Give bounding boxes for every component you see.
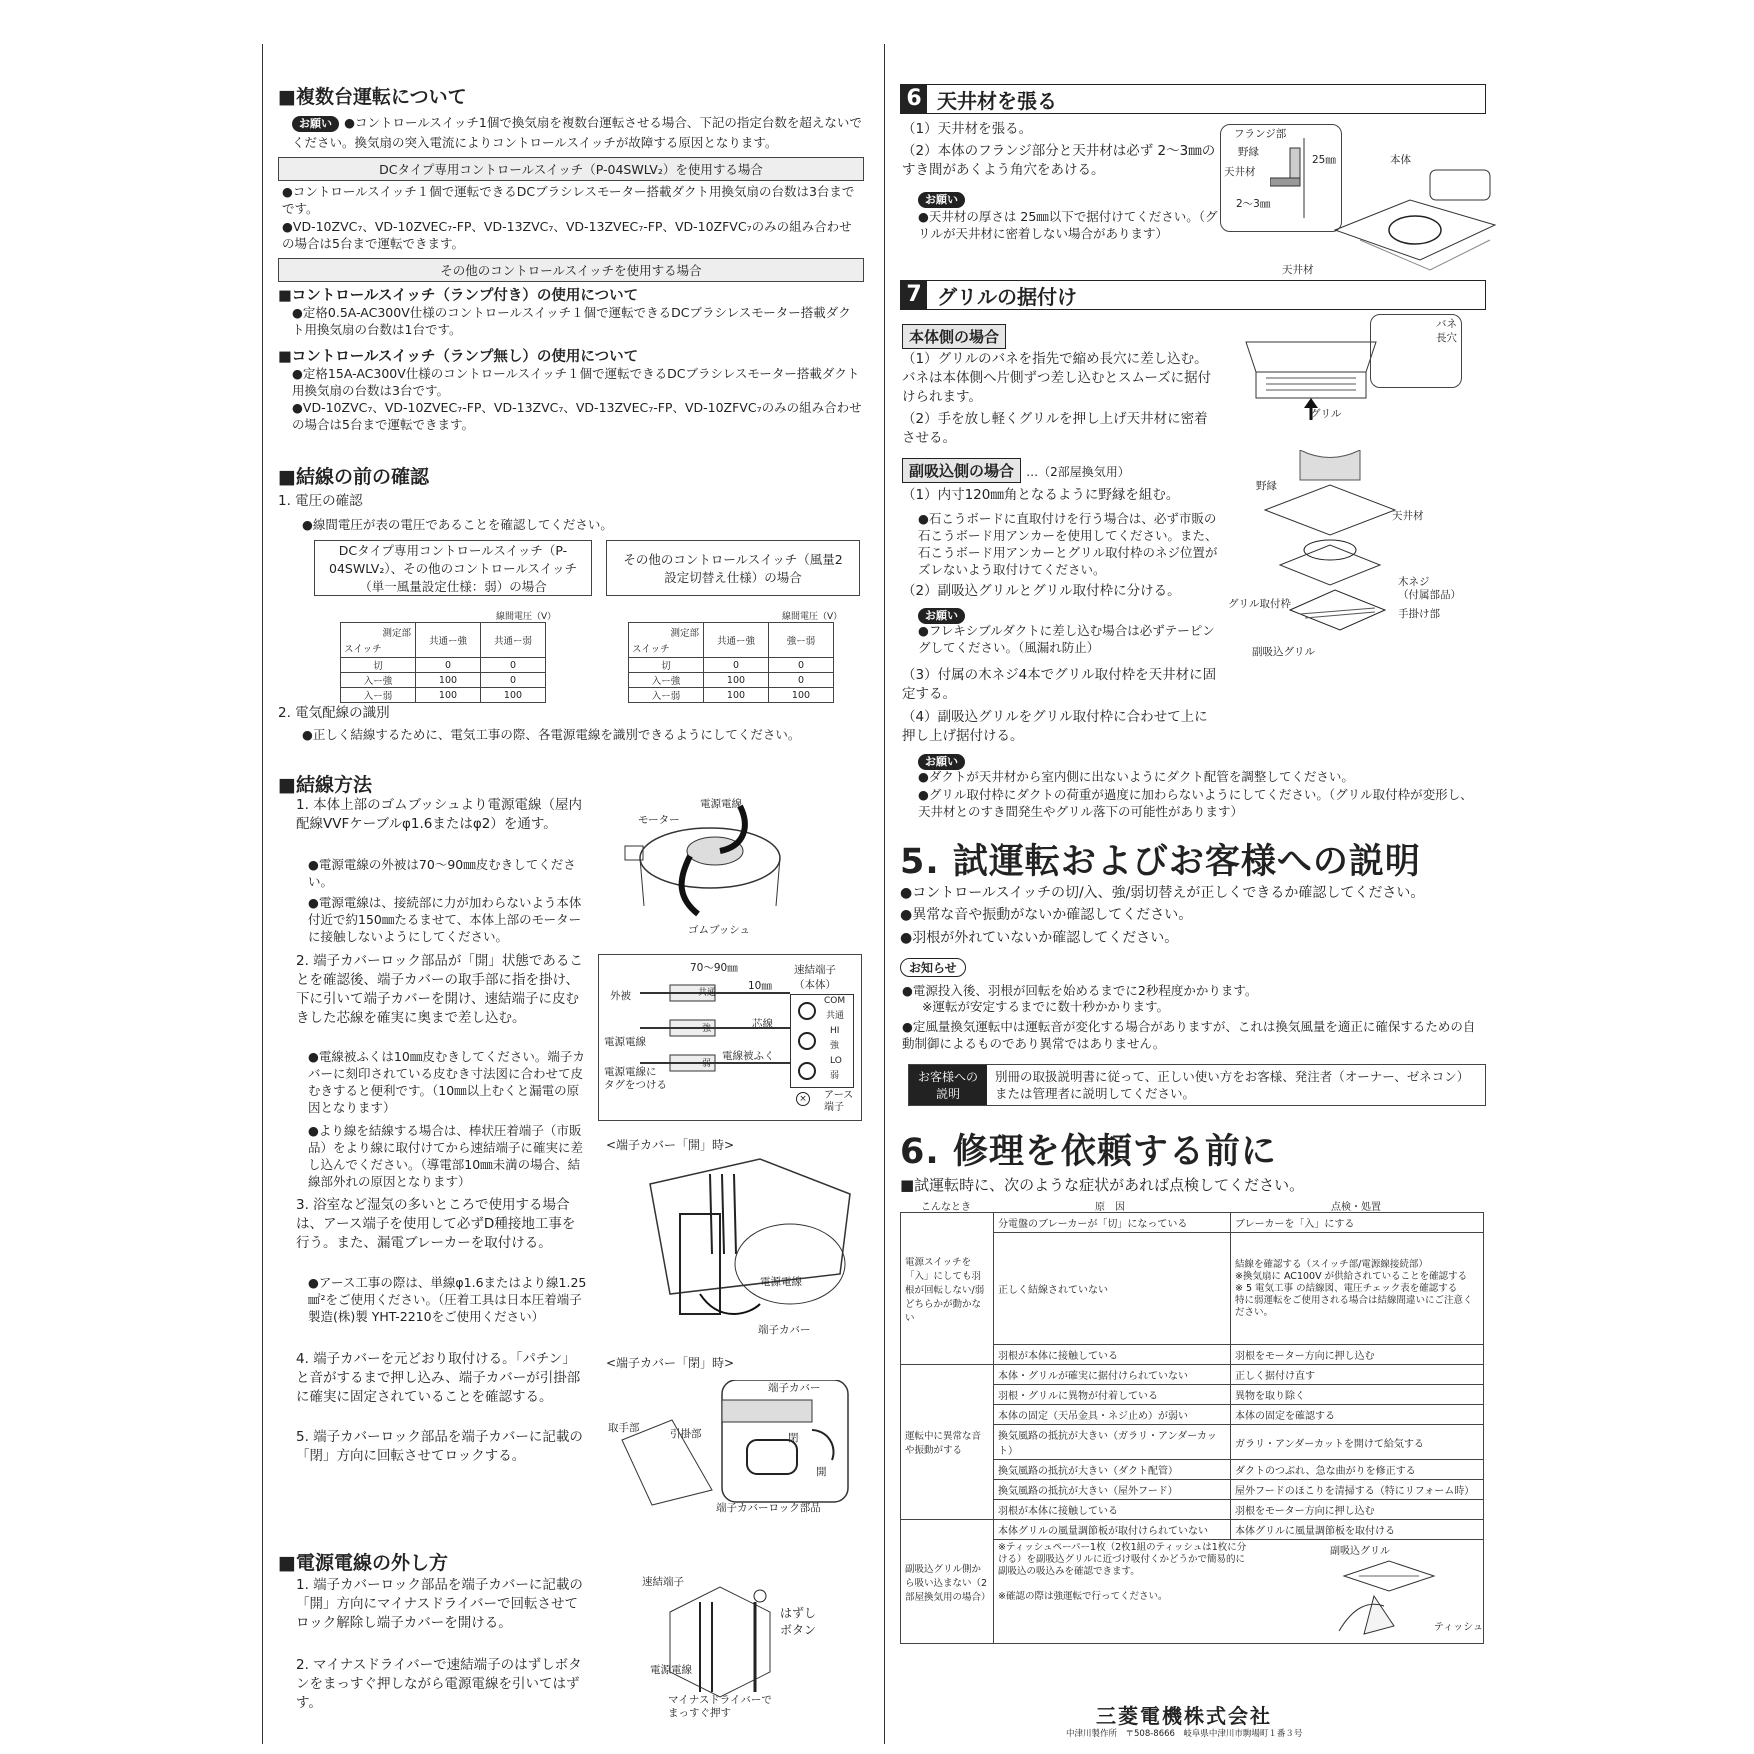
s7-note-1: ●ダクトが天井材から室内側に出ないようにダクト配管を調整してください。 <box>918 769 1354 784</box>
table2-cell: 0 <box>769 658 834 673</box>
action-cell: 羽根をモーター方向に押し込む <box>1231 1345 1484 1365</box>
company-name: 三菱電機株式会社 <box>1096 1704 1272 1728</box>
fuku-step-1a: ●石こうボードに直取付けを行う場合は、必ず市販の石こうボード用アンカーを使用してください。また、石こうボード用アンカーとグリル取付枠のネジ位置がズレないよう取付けてください。 <box>918 511 1218 577</box>
table1-cell: 100 <box>416 673 481 688</box>
fig-label-hook: 引掛部 <box>670 1428 702 1440</box>
fig-label-hi: HI <box>830 1026 840 1036</box>
s6-step-2: （2）本体のフランジ部分と天井材は必ず 2〜3㎜のすき間があくよう角穴をあける。 <box>902 143 1216 178</box>
table2-cell: 0 <box>769 673 834 688</box>
table1-cell: 0 <box>416 658 481 673</box>
fig-label-lo-sub: 弱 <box>830 1071 840 1081</box>
fig-label-f-fuku: 副吸込グリル <box>1252 646 1315 658</box>
flange-drawing <box>1270 138 1330 218</box>
s6b-lead: ■試運転時に、次のような症状があれば点検してください。 <box>900 1176 1305 1194</box>
table2-cell: 100 <box>704 673 769 688</box>
fig-label-f-moku: 木ネジ （付属部品） <box>1398 576 1461 601</box>
fig-label-gaihi: 外被 <box>610 990 631 1002</box>
voltage-title: 1. 電圧の確認 <box>278 493 363 509</box>
dc-bullet-2: ●VD-10ZVC₇、VD-10ZVEC₇-FP、VD-13ZVC₇、VD-13ZVEC₇-FP、VD-10ZFVC₇のみの組み合わせの場合は5台まで運転できます。 <box>282 219 852 251</box>
section-7-number: 7 <box>901 281 927 309</box>
table1-row-label: 入ー強 <box>341 673 416 688</box>
fig-label-com-sub: 共通 <box>826 1011 845 1021</box>
multi-note: ●コントロールスイッチ1個で換気扇を複数台運転させる場合、下記の指定台数を超えないでください。換気扇の突入電流によりコントロールスイッチが故障する原因となります。 <box>292 115 862 150</box>
cause-cell: 換気風路の抵抗が大きい（ガラリ・アンダーカット） <box>994 1425 1231 1460</box>
action-cell: 屋外フードのほこりを清掃する（特にリフォーム時） <box>1231 1480 1484 1500</box>
fig-label-power-wire-3: 電源電線 <box>650 1664 692 1676</box>
earth-icon: × <box>796 1092 810 1106</box>
table2-cell: 0 <box>704 658 769 673</box>
fig-label-hifuku: 電線被ふく <box>722 1050 775 1062</box>
fuku-step-2a: ●フレキシブルダクトに差し込む場合は必ずテーピングしてください。（風漏れ防止） <box>918 623 1215 655</box>
cause-cell: 本体の固定（天吊金具・ネジ止め）が弱い <box>994 1405 1231 1425</box>
action-cell: 結線を確認する（スイッチ部/電源線接続部） ※換気扇に AC100V が供給されていることを確認する ※ 5 電気工事 の結線図、電圧チェック表を確認する 特に弱運転をご使用される場合は結線間違いにご注意ください。 <box>1231 1233 1484 1345</box>
fig-label-jaku: 弱 <box>702 1059 712 1069</box>
method-step-2b: ●より線を結線する場合は、棒状圧着端子（市販品）をより線に取付けてから速結端子に確実に差し込んでください。（導電部10㎜未満の場合、結線部外れの原因となります） <box>308 1123 584 1189</box>
fig-label-t25: 25㎜ <box>1312 154 1336 166</box>
multi-title: ■複数台運転について <box>278 86 467 108</box>
th-cause: 原 因 <box>1095 1202 1125 1213</box>
table1-row-label: 切 <box>341 658 416 673</box>
hontai-tag: 本体側の場合 <box>902 324 1006 349</box>
fig-label-grill: グリル <box>1310 408 1342 420</box>
cause-cell: 羽根が本体に接触している <box>994 1345 1231 1365</box>
fig-label-close: 閉 <box>788 1432 799 1444</box>
method-step-2: 2. 端子カバーロック部品が「開」状態であることを確認後、端子カバーの取手部に指を掛け、下に引いて端子カバーを開け、速結端子に皮むきした芯線を確実に奥まで差し込む。 <box>296 953 583 1026</box>
cause-cell: 羽根・グリルに異物が付着している <box>994 1385 1231 1405</box>
hontai-step-1: （1）グリルのバネを指先で縮め長穴に差し込む。バネは本体側へ片側ずつ差し込むとスムーズに据付けられます。 <box>902 351 1212 405</box>
cause-cell: 正しく結線されていない <box>994 1233 1231 1345</box>
customer-box <box>908 1064 1486 1106</box>
hontai-drawing <box>1330 160 1500 280</box>
table1-switch: スイッチ <box>344 644 382 655</box>
remove-title: ■電源電線の外し方 <box>278 1552 448 1574</box>
table2-col-2: 強ー弱 <box>769 623 834 658</box>
fig-label-gom: ゴムブッシュ <box>688 924 751 936</box>
g3-fig-label-2: ティッシュ <box>1434 1622 1483 1633</box>
onegai-badge: お願い <box>918 608 965 624</box>
fig-label-bane: バネ <box>1436 318 1457 330</box>
table1-cell: 100 <box>416 688 481 703</box>
onegai-badge: お願い <box>292 116 339 132</box>
group-3-note-cell <box>994 1540 1484 1644</box>
method-step-2a: ●電線被ふくは10㎜皮むきしてください。端子カバーに刻印されている皮むき寸法図に合わせて皮むきすると便利です。（10㎜以上むくと漏電の原因となります） <box>308 1049 585 1115</box>
cover-open-figure <box>640 1154 860 1344</box>
action-cell: 羽根をモーター方向に押し込む <box>1231 1500 1484 1520</box>
g3-note-2: ※確認の際は強運転で行ってください。 <box>998 1591 1168 1602</box>
table2-row-label: 入ー強 <box>629 673 704 688</box>
method-step-1a: ●電源電線の外被は70〜90㎜皮むきしてください。 <box>308 857 576 889</box>
method-step-3: 3. 浴室など湿気の多いところで使用する場合は、アース端子を使用して必ずD種接地工事を行う。また、漏電ブレーカーを取付ける。 <box>296 1197 576 1251</box>
table1-cell: 100 <box>481 688 546 703</box>
multi-note-block <box>292 112 866 151</box>
lamp-off-bullet-1: ●定格15A-AC300V仕様のコントロールスイッチ１個で運転できるDCブラシレスモーター搭載ダクト用換気扇の台数は3台です。 <box>292 366 860 398</box>
terminal-hole-lo <box>798 1062 816 1080</box>
fig-label-power-wire: 電源電線 <box>700 798 742 810</box>
lamp-on-bullet: ●定格0.5A-AC300V仕様のコントロールスイッチ１個で運転できるDCブラシレスモーター搭載ダクト用換気扇の台数は1台です。 <box>292 305 851 337</box>
fig-label-sokketsu: 速結端子 （本体） <box>794 964 836 991</box>
section-6-header <box>900 84 1486 114</box>
fig-label-nagaana: 長穴 <box>1436 332 1457 344</box>
fig-label-handle: 取手部 <box>608 1422 640 1434</box>
fig-label-lo: LO <box>830 1056 842 1066</box>
fig-label-lock: 端子カバーロック部品 <box>716 1502 821 1514</box>
s5-note-2: ●定風量換気運転中は運転音が変化する場合がありますが、これは換気風量を適正に確保するための自動制御によるものであり異常ではありません。 <box>902 1019 1476 1051</box>
fuku-tag-row <box>902 458 1130 483</box>
table1-cell: 0 <box>481 658 546 673</box>
fig-label-tenjo: 天井材 <box>1224 166 1256 178</box>
fig-label-hi-sub: 強 <box>830 1041 840 1051</box>
s5-note-1b: ※運転が安定するまでに数十秒かかります。 <box>922 999 1169 1014</box>
onegai-badge: お願い <box>918 754 965 770</box>
table1-col-2: 共通ー弱 <box>481 623 546 658</box>
section-7-title: グリルの据付け <box>937 284 1077 309</box>
fig-label-gap: 2〜3㎜ <box>1236 198 1271 210</box>
fig-label-power-wire-2: 電源電線 <box>760 1276 802 1288</box>
switch-box-1: DCタイプ専用コントロールスイッチ（P-04SWLV₂）、その他のコントロールスイッチ（単一風量設定仕様：弱）の場合 <box>314 540 592 596</box>
terminal-hole-hi <box>798 1032 816 1050</box>
s6-note: ●天井材の厚さは 25㎜以下で据付けてください。（グリルが天井材に密着しない場合があります） <box>918 209 1218 241</box>
fuku-step-2: （2）副吸込グリルとグリル取付枠に分ける。 <box>902 583 1181 599</box>
method-step-4: 4. 端子カバーを元どおり取付ける。「パチン」と音がするまで押し込み、端子カバーが引掛部に確実に固定されていることを確認する。 <box>296 1351 581 1405</box>
lamp-off-title: ■コントロールスイッチ（ランプ無し）の使用について <box>278 349 639 365</box>
method-step-5: 5. 端子カバーロック部品を端子カバーに記載の「閉」方向に回転させてロックする。 <box>296 1429 583 1464</box>
fig-label-dengen: 電源電線 <box>604 1036 646 1048</box>
method-step-1b: ●電源電線は、接続部に力が加わらないよう本体付近で約150㎜たるませて、本体上部のモーターに接触しないようにしてください。 <box>308 895 582 944</box>
s5-bullet-1: ●コントロールスイッチの切/入、強/弱切替えが正しくできるか確認してください。 <box>900 885 1425 901</box>
action-cell: ブレーカーを「入」にする <box>1231 1213 1484 1233</box>
troubleshoot-table <box>900 1212 1484 1644</box>
table2-row-label: 入ー弱 <box>629 688 704 703</box>
fig-label-driver: マイナスドライバーで まっすぐ押す <box>668 1694 772 1719</box>
method-step-3a: ●アース工事の際は、単線φ1.6またはより線1.25㎟²をご使用ください。（圧着工具は日本圧着端子製造(株)製 YHT-2210をご使用ください） <box>308 1275 587 1324</box>
remove-figure <box>660 1582 780 1702</box>
section-7-header <box>900 280 1486 310</box>
fig-label-shinsen: 芯線 <box>752 1018 773 1030</box>
g3-fig-label-1: 副吸込グリル <box>1330 1546 1390 1557</box>
fuku-step-4: （4）副吸込グリルをグリル取付枠に合わせて上に押し上げ据付ける。 <box>902 709 1208 744</box>
ident-bullet: ●正しく結線するために、電気工事の際、各電源電線を識別できるようにしてください。 <box>302 727 801 742</box>
company-address: 中津川製作所 〒508-8666 岐阜県中津川市駒場町１番３号 <box>1066 1729 1303 1739</box>
left-margin-rule <box>262 44 263 1744</box>
section-6-number: 6 <box>901 85 927 113</box>
ident-title: 2. 電気配線の識別 <box>278 705 390 721</box>
cause-cell: 換気風路の抵抗が大きい（ダクト配管） <box>994 1460 1231 1480</box>
table2-row-label: 切 <box>629 658 704 673</box>
method-step-1: 1. 本体上部のゴムブッシュより電源電線（屋内配線VVFケーブルφ1.6またはφ2）を通す。 <box>296 797 582 832</box>
table2-measure: 測定部 <box>670 628 699 639</box>
cause-cell: 本体・グリルが確実に据付けられていない <box>994 1365 1231 1385</box>
action-cell: 異物を取り除く <box>1231 1385 1484 1405</box>
table1-cell: 0 <box>481 673 546 688</box>
table2-cell: 100 <box>704 688 769 703</box>
table1-row-label: 入ー弱 <box>341 688 416 703</box>
action-cell: 本体の固定を確認する <box>1231 1405 1484 1425</box>
fig-label-tenjo-2: 天井材 <box>1282 264 1314 276</box>
voltage-bullet: ●線間電圧が表の電圧であることを確認してください。 <box>302 517 613 532</box>
section-6b-title: 6. 修理を依頼する前に <box>900 1132 1277 1172</box>
cover-closed-figure <box>612 1380 862 1510</box>
cause-cell: 羽根が本体に接触している <box>994 1500 1231 1520</box>
fig-label-open: 開 <box>816 1466 827 1478</box>
action-cell: ガラリ・アンダーカットを開けて給気する <box>1231 1425 1484 1460</box>
fig-label-f-waku: グリル取付枠 <box>1228 598 1291 610</box>
fig-label-release: はずし ボタン <box>780 1606 817 1637</box>
s7-note-2: ●グリル取付枠にダクトの荷重が過度に加わらないようにしてください。（グリル取付枠が変形し、天井材とのすき間発生やグリル落下の可能性があります） <box>918 787 1473 819</box>
fig-label-kyo: 強 <box>702 1024 712 1034</box>
oshirase-badge: お知らせ <box>900 958 966 977</box>
fig-label-earth: アース 端子 <box>824 1090 854 1113</box>
table1-unit: 線間電圧（V） <box>496 612 557 622</box>
table1-col-1: 共通ー強 <box>416 623 481 658</box>
voltage-table-1 <box>340 622 546 703</box>
fig-label-motor: モーター <box>638 814 680 826</box>
th-action: 点検・処置 <box>1331 1202 1381 1213</box>
group-2-label: 運転中に異常な音や振動がする <box>901 1365 994 1520</box>
fig-label-hontai: 本体 <box>1390 154 1411 166</box>
voltage-table-2 <box>628 622 834 703</box>
table1-measure: 測定部 <box>382 628 411 639</box>
fig-label-terminal-cover-2: 端子カバー <box>768 1382 821 1394</box>
s5-note-1: ●電源投入後、羽根が回転を始めるまでに2秒程度かかります。 <box>902 983 1258 998</box>
action-cell: ダクトのつぶれ、急な曲がりを修正する <box>1231 1460 1484 1480</box>
cause-cell: 分電盤のブレーカーが「切」になっている <box>994 1213 1231 1233</box>
fuku-onegai <box>918 604 965 624</box>
fuku-note: …（2部屋換気用） <box>1026 465 1130 479</box>
troubleshoot-header <box>900 1198 1484 1213</box>
g3-note: ※ティッシュペーパー1枚（2枚1組のティッシュは1枚に分ける）を副吸込グリルに近づけ吸付くかどうかで簡易的に副吸込の吸込みを確認できます。 <box>998 1542 1247 1577</box>
table2-cell: 100 <box>769 688 834 703</box>
fig-label-f-tegake: 手掛け部 <box>1398 608 1440 620</box>
action-cell: 正しく据付け直す <box>1231 1365 1484 1385</box>
dc-bullet-1: ●コントロールスイッチ１個で運転できるDCブラシレスモーター搭載ダクト用換気扇の台数は3台までです。 <box>282 184 855 216</box>
dc-box-label: DCタイプ専用コントロールスイッチ（P-04SWLV₂）を使用する場合 <box>278 157 864 181</box>
wiring-check-title: ■結線の前の確認 <box>278 466 429 488</box>
group-1-label: 電源スイッチを「入」にしても羽根が回転しない/弱 どちらかが動かない <box>901 1213 994 1365</box>
table2-switch: スイッチ <box>632 644 670 655</box>
switch-box-2: その他のコントロールスイッチ（風量2設定切替え仕様）の場合 <box>606 540 860 596</box>
s5-bullet-3: ●羽根が外れていないか確認してください。 <box>900 930 1179 946</box>
fuku-step-1: （1）内寸120㎜角となるように野縁を組む。 <box>902 487 1180 503</box>
fig-label-dim10: 10㎜ <box>748 980 772 992</box>
other-box-label: その他のコントロールスイッチを使用する場合 <box>278 258 864 282</box>
lamp-on-title: ■コントロールスイッチ（ランプ付き）の使用について <box>278 288 639 304</box>
customer-label: お客様への説明 <box>909 1065 987 1105</box>
terminal-hole-com <box>798 1002 816 1020</box>
action-cell: 本体グリルに風量調節板を取付ける <box>1231 1520 1484 1540</box>
section-5-title: 5. 試運転およびお客様への説明 <box>900 842 1421 882</box>
hontai-step-2: （2）手を放し軽くグリルを押し上げ天井材に密着させる。 <box>902 411 1208 446</box>
lamp-off-bullet-2: ●VD-10ZVC₇、VD-10ZVEC₇-FP、VD-13ZVC₇、VD-13ZVEC₇-FP、VD-10ZFVC₇のみの組み合わせの場合は5台まで運転できます。 <box>292 400 862 432</box>
fig-label-sokketsu-2: 速結端子 <box>642 1576 684 1588</box>
s6-step-1: （1）天井材を張る。 <box>902 121 1033 137</box>
onegai-badge: お願い <box>918 192 965 208</box>
cause-cell: 換気風路の抵抗が大きい（屋外フード） <box>994 1480 1231 1500</box>
fig-label-f-tenjo: 天井材 <box>1392 510 1424 522</box>
fig-label-com: COM <box>824 996 846 1006</box>
s7-onegai <box>918 750 965 770</box>
method-title: ■結線方法 <box>278 774 372 796</box>
fig-label-cover-open: <端子カバー「開」時> <box>606 1138 735 1152</box>
remove-step-1: 1. 端子カバーロック部品を端子カバーに記載の「開」方向にマイナスドライバーで回転させてロック解除し端子カバーを開ける。 <box>296 1577 583 1631</box>
remove-step-2: 2. マイナスドライバーで速結端子のはずしボタンをまっすぐ押しながら電源電線を引いてはずす。 <box>296 1657 582 1711</box>
table2-col-1: 共通ー強 <box>704 623 769 658</box>
cause-cell: 本体グリルの風量調節板が取付けられていない <box>994 1520 1231 1540</box>
s6-onegai <box>918 188 965 208</box>
fig-label-cover-closed: <端子カバー「閉」時> <box>606 1356 735 1370</box>
center-rule <box>884 44 885 1744</box>
fig-label-f-noburi: 野縁 <box>1256 480 1277 492</box>
section-6-title: 天井材を張る <box>937 88 1057 113</box>
th-when: こんなとき <box>921 1202 971 1213</box>
fig-label-dim: 70〜90㎜ <box>690 962 738 974</box>
fig-label-kyotsu: 共通 <box>698 988 717 998</box>
fig-label-noburi: 野縁 <box>1238 146 1259 158</box>
fig-label-terminal-cover: 端子カバー <box>758 1324 811 1336</box>
fuku-install-figure <box>1260 450 1400 650</box>
customer-text: 別冊の取扱説明書に従って、正しい使い方をお客様、発注者（オーナー、ゼネコン）または管理者に説明してください。 <box>995 1069 1470 1101</box>
fig-label-tag: 電源電線に タグをつける <box>604 1066 667 1091</box>
tissue-figure <box>1334 1556 1444 1636</box>
fuku-tag: 副吸込側の場合 <box>902 458 1021 483</box>
table2-unit: 線間電圧（V） <box>782 612 843 622</box>
fig-label-flange: フランジ部 <box>1234 128 1287 140</box>
group-3-label: 副吸込グリル側から吸い込まない（2部屋換気用の場合） <box>901 1520 994 1644</box>
s5-bullet-2: ●異常な音や振動がないか確認してください。 <box>900 907 1193 923</box>
fuku-step-3: （3）付属の木ネジ4本でグリル取付枠を天井材に固定する。 <box>902 667 1217 702</box>
